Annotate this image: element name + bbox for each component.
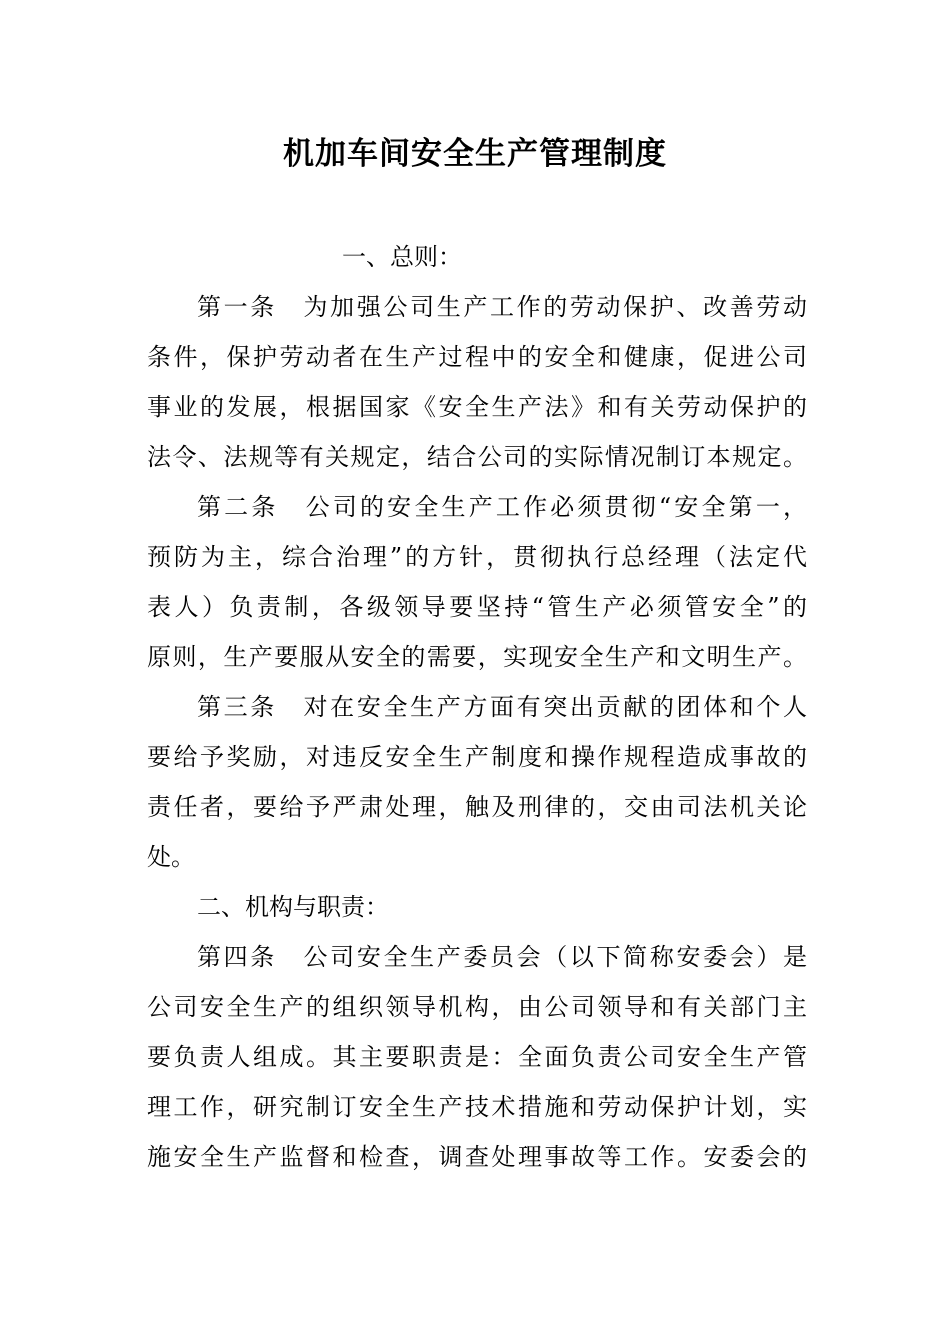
article-2-line-4: 原则，生产要服从安全的需要，实现安全生产和文明生产。 xyxy=(147,643,807,671)
article-1-line-2: 条件，保护劳动者在生产过程中的安全和健康，促进公司 xyxy=(147,343,807,371)
article-1-line-3: 事业的发展，根据国家《安全生产法》和有关劳动保护的 xyxy=(147,393,807,421)
section-heading-general: 一、总则： xyxy=(342,243,462,271)
article-3-line-3: 责任者，要给予严肃处理，触及刑律的，交由司法机关论 xyxy=(147,793,807,821)
article-2-line-1: 第二条 公司的安全生产工作必须贯彻“安全第一， xyxy=(197,493,807,521)
article-4-line-2: 公司安全生产的组织领导机构，由公司领导和有关部门主 xyxy=(147,993,807,1021)
article-3-line-4: 处。 xyxy=(147,843,195,871)
document-body xyxy=(147,232,807,1182)
article-4-line-4: 理工作，研究制订安全生产技术措施和劳动保护计划，实 xyxy=(147,1093,807,1121)
article-4-line-5: 施安全生产监督和检查，调查处理事故等工作。安委会的 xyxy=(147,1143,807,1171)
article-2-line-2: 预防为主，综合治理”的方针，贯彻执行总经理（法定代 xyxy=(147,543,807,571)
article-3-line-1: 第三条 对在安全生产方面有突出贡献的团体和个人 xyxy=(197,693,807,721)
article-1-line-4: 法令、法规等有关规定，结合公司的实际情况制订本规定。 xyxy=(147,443,807,471)
document-title: 机加车间安全生产管理制度 xyxy=(283,136,667,172)
article-4-line-1: 第四条 公司安全生产委员会（以下简称安委会）是 xyxy=(197,943,807,971)
article-1-line-1: 第一条 为加强公司生产工作的劳动保护、改善劳动 xyxy=(197,293,807,321)
article-2-line-3: 表人）负责制，各级领导要坚持“管生产必须管安全”的 xyxy=(147,593,807,621)
article-4-line-3: 要负责人组成。其主要职责是：全面负责公司安全生产管 xyxy=(147,1043,807,1071)
section-heading-organization: 二、机构与职责： xyxy=(197,893,389,921)
article-3-line-2: 要给予奖励，对违反安全生产制度和操作规程造成事故的 xyxy=(147,743,807,771)
